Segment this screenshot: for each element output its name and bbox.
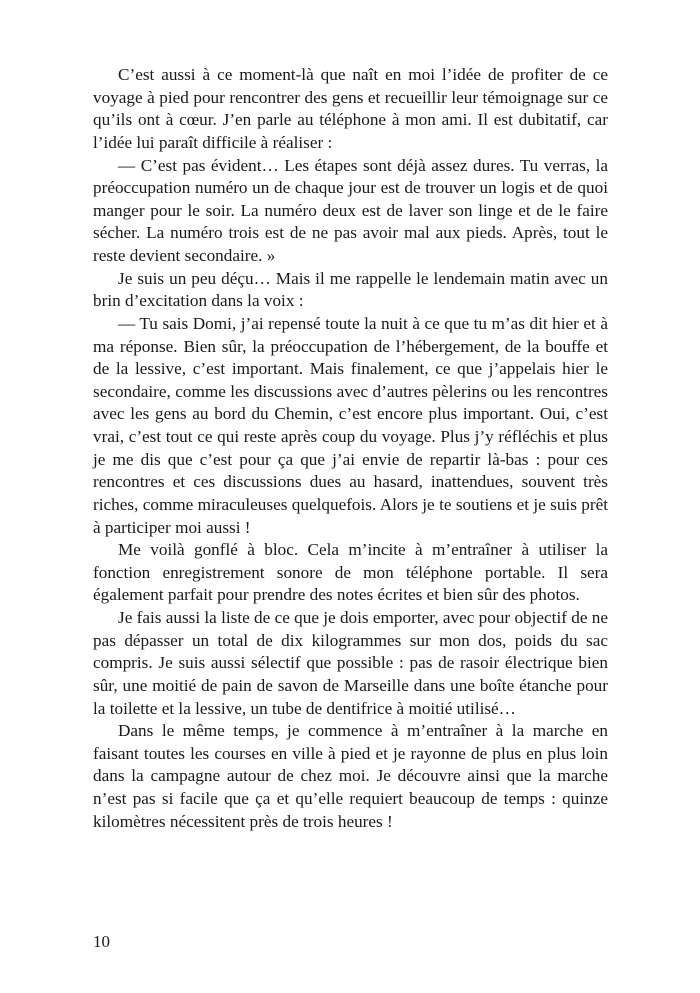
paragraph: Dans le même temps, je commence à m’entraîner à la marche en faisant toutes les courses en ville à pied et je rayonne de plus en plus loin dans la campagne autour de chez moi. Je découvre ainsi que la marche n’est pas si facile que ça et qu’elle requiert beaucoup de temps : quinze kilomètres nécessitent près de trois heures ! [93,721,608,831]
paragraph: Je suis un peu déçu… Mais il me rappelle le lendemain matin avec un brin d’excitation dans la voix : [93,268,608,311]
paragraph: Je fais aussi la liste de ce que je dois emporter, avec pour objectif de ne pas dépasser un total de dix kilogrammes sur mon dos, poids du sac compris. Je suis aussi sélectif que possible : pas de rasoir électrique bien sûr, une moitié de pain de savon de Marseille dans une boîte étanche pour la toilette et la lessive, un tube de dentifrice à moitié utilisé… [93,608,608,718]
paragraph: — C’est pas évident… Les étapes sont déjà assez dures. Tu verras, la préoccupation numéro un de chaque jour est de trouver un logis et de quoi manger pour le soir. La numéro deux est de laver son linge et de le faire sécher. La numéro trois est de ne pas avoir mal aux pieds. Après, tout le reste devient secondaire. » [93,155,608,265]
paragraph: C’est aussi à ce moment-là que naît en moi l’idée de profiter de ce voyage à pied pour rencontrer des gens et recueillir leur témoignage sur ce qu’ils ont à cœur. J’en parle au téléphone à mon ami. Il est dubitatif, car l’idée lui paraît difficile à réaliser : [93,65,608,152]
paragraph: — Tu sais Domi, j’ai repensé toute la nuit à ce que tu m’as dit hier et à ma réponse. Bien sûr, la préoccupation de l’hébergement, de la bouffe et de la lessive, c’est important. Mais finalement, ce que j’appelais hier le secondaire, comme les discussions avec d’autres pèlerins ou les rencontres avec les gens au bord du Chemin, c’est encore plus important. Oui, c’est vrai, c’est tout ce qui reste après coup du voyage. Plus j’y réfléchis et plus je me dis que c’est pour ça que j’ai envie de repartir là-bas : pour ces rencontres et ces discussions dues au hasard, inattendues, souvent très riches, comme miraculeuses quelquefois. Alors je te soutiens et je suis prêt à participer moi aussi ! [93,313,608,537]
paragraph: Me voilà gonflé à bloc. Cela m’incite à m’entraîner à utiliser la fonction enregistrement sonore de mon téléphone portable. Il sera également parfait pour prendre des notes écrites et bien sûr des photos. [93,540,608,605]
body-text [93,64,608,833]
page-number: 10 [93,932,110,951]
